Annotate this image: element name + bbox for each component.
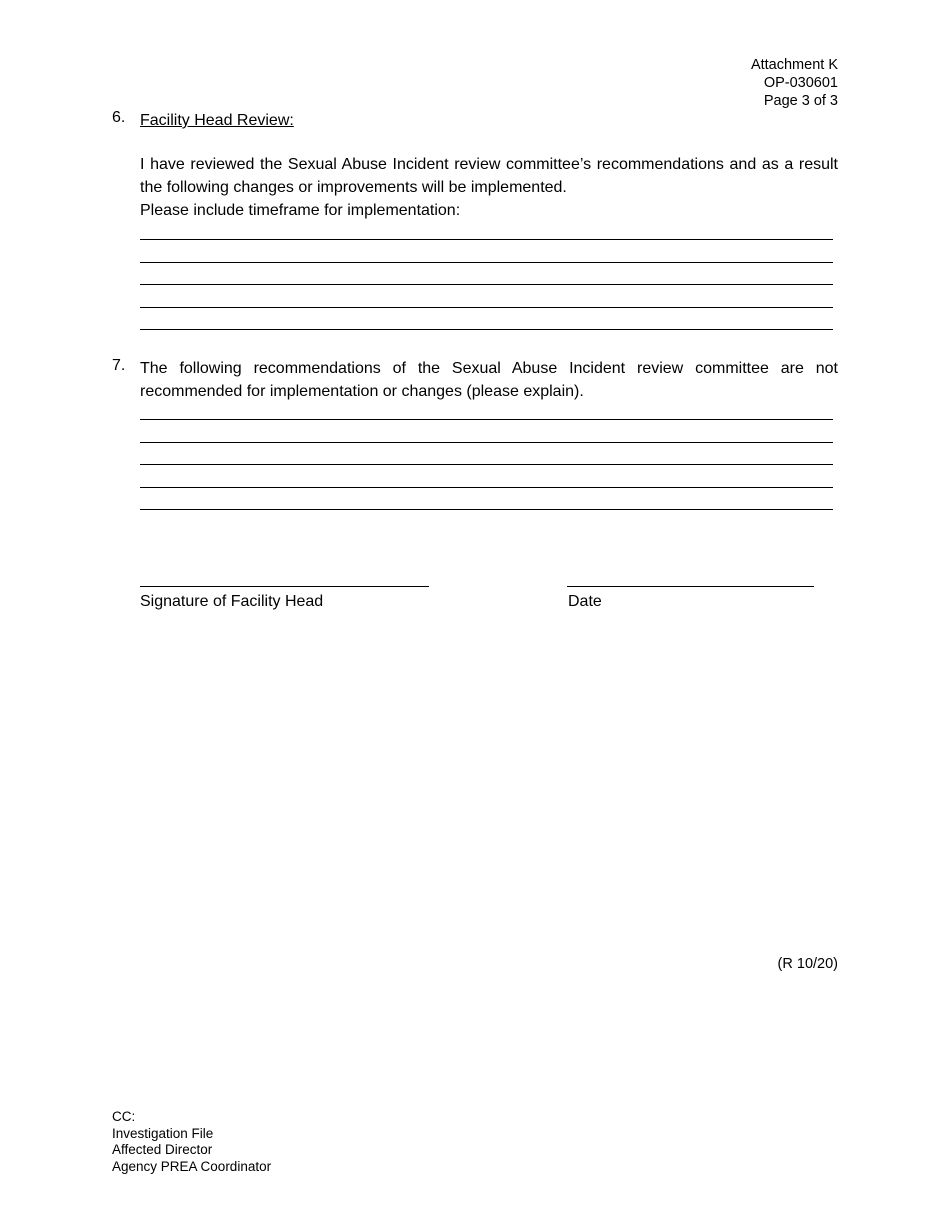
answer-line[interactable] <box>140 329 833 330</box>
facility-head-signature-label: Signature of Facility Head <box>140 593 324 610</box>
section-6-text <box>140 153 838 222</box>
document-number: OP-030601 <box>763 75 838 91</box>
answer-line[interactable] <box>140 284 833 285</box>
answer-line[interactable] <box>140 464 833 465</box>
date-line[interactable] <box>567 586 814 587</box>
section-6-title: Facility Head Review: <box>140 112 294 129</box>
answer-line[interactable] <box>140 262 833 263</box>
document-header <box>751 56 838 110</box>
answer-line[interactable] <box>140 239 833 240</box>
section-6-number: 6. <box>112 109 126 126</box>
facility-head-signature-line[interactable] <box>140 586 429 587</box>
cc-label: CC: <box>112 1109 136 1124</box>
section-7-number: 7. <box>112 357 126 374</box>
cc-recipient: Affected Director <box>112 1142 213 1157</box>
revision-code: (R 10/20) <box>777 956 838 972</box>
answer-line[interactable] <box>140 509 833 510</box>
answer-line[interactable] <box>140 487 833 488</box>
answer-line[interactable] <box>140 419 833 420</box>
attachment-label: Attachment K <box>750 57 838 73</box>
section-6-paragraph: I have reviewed the Sexual Abuse Incident review committee’s recommendations and as a result the following changes or improvements will be implemented. <box>140 156 838 196</box>
cc-recipient: Investigation File <box>112 1125 214 1141</box>
section-7-answer-lines[interactable] <box>140 419 833 532</box>
cc-recipient: Agency PREA Coordinator <box>112 1158 272 1174</box>
section-7-text: The following recommendations of the Sexual Abuse Incident review committee are not recommended for implementation or changes (please explain). <box>140 360 838 400</box>
section-6-answer-lines[interactable] <box>140 239 833 352</box>
section-6 <box>140 109 838 132</box>
answer-line[interactable] <box>140 307 833 308</box>
page-number: Page 3 of 3 <box>763 93 838 109</box>
date-label: Date <box>568 593 602 610</box>
section-6-instruction: Please include timeframe for implementation: <box>140 202 461 219</box>
answer-line[interactable] <box>140 442 833 443</box>
cc-list <box>112 1109 271 1175</box>
